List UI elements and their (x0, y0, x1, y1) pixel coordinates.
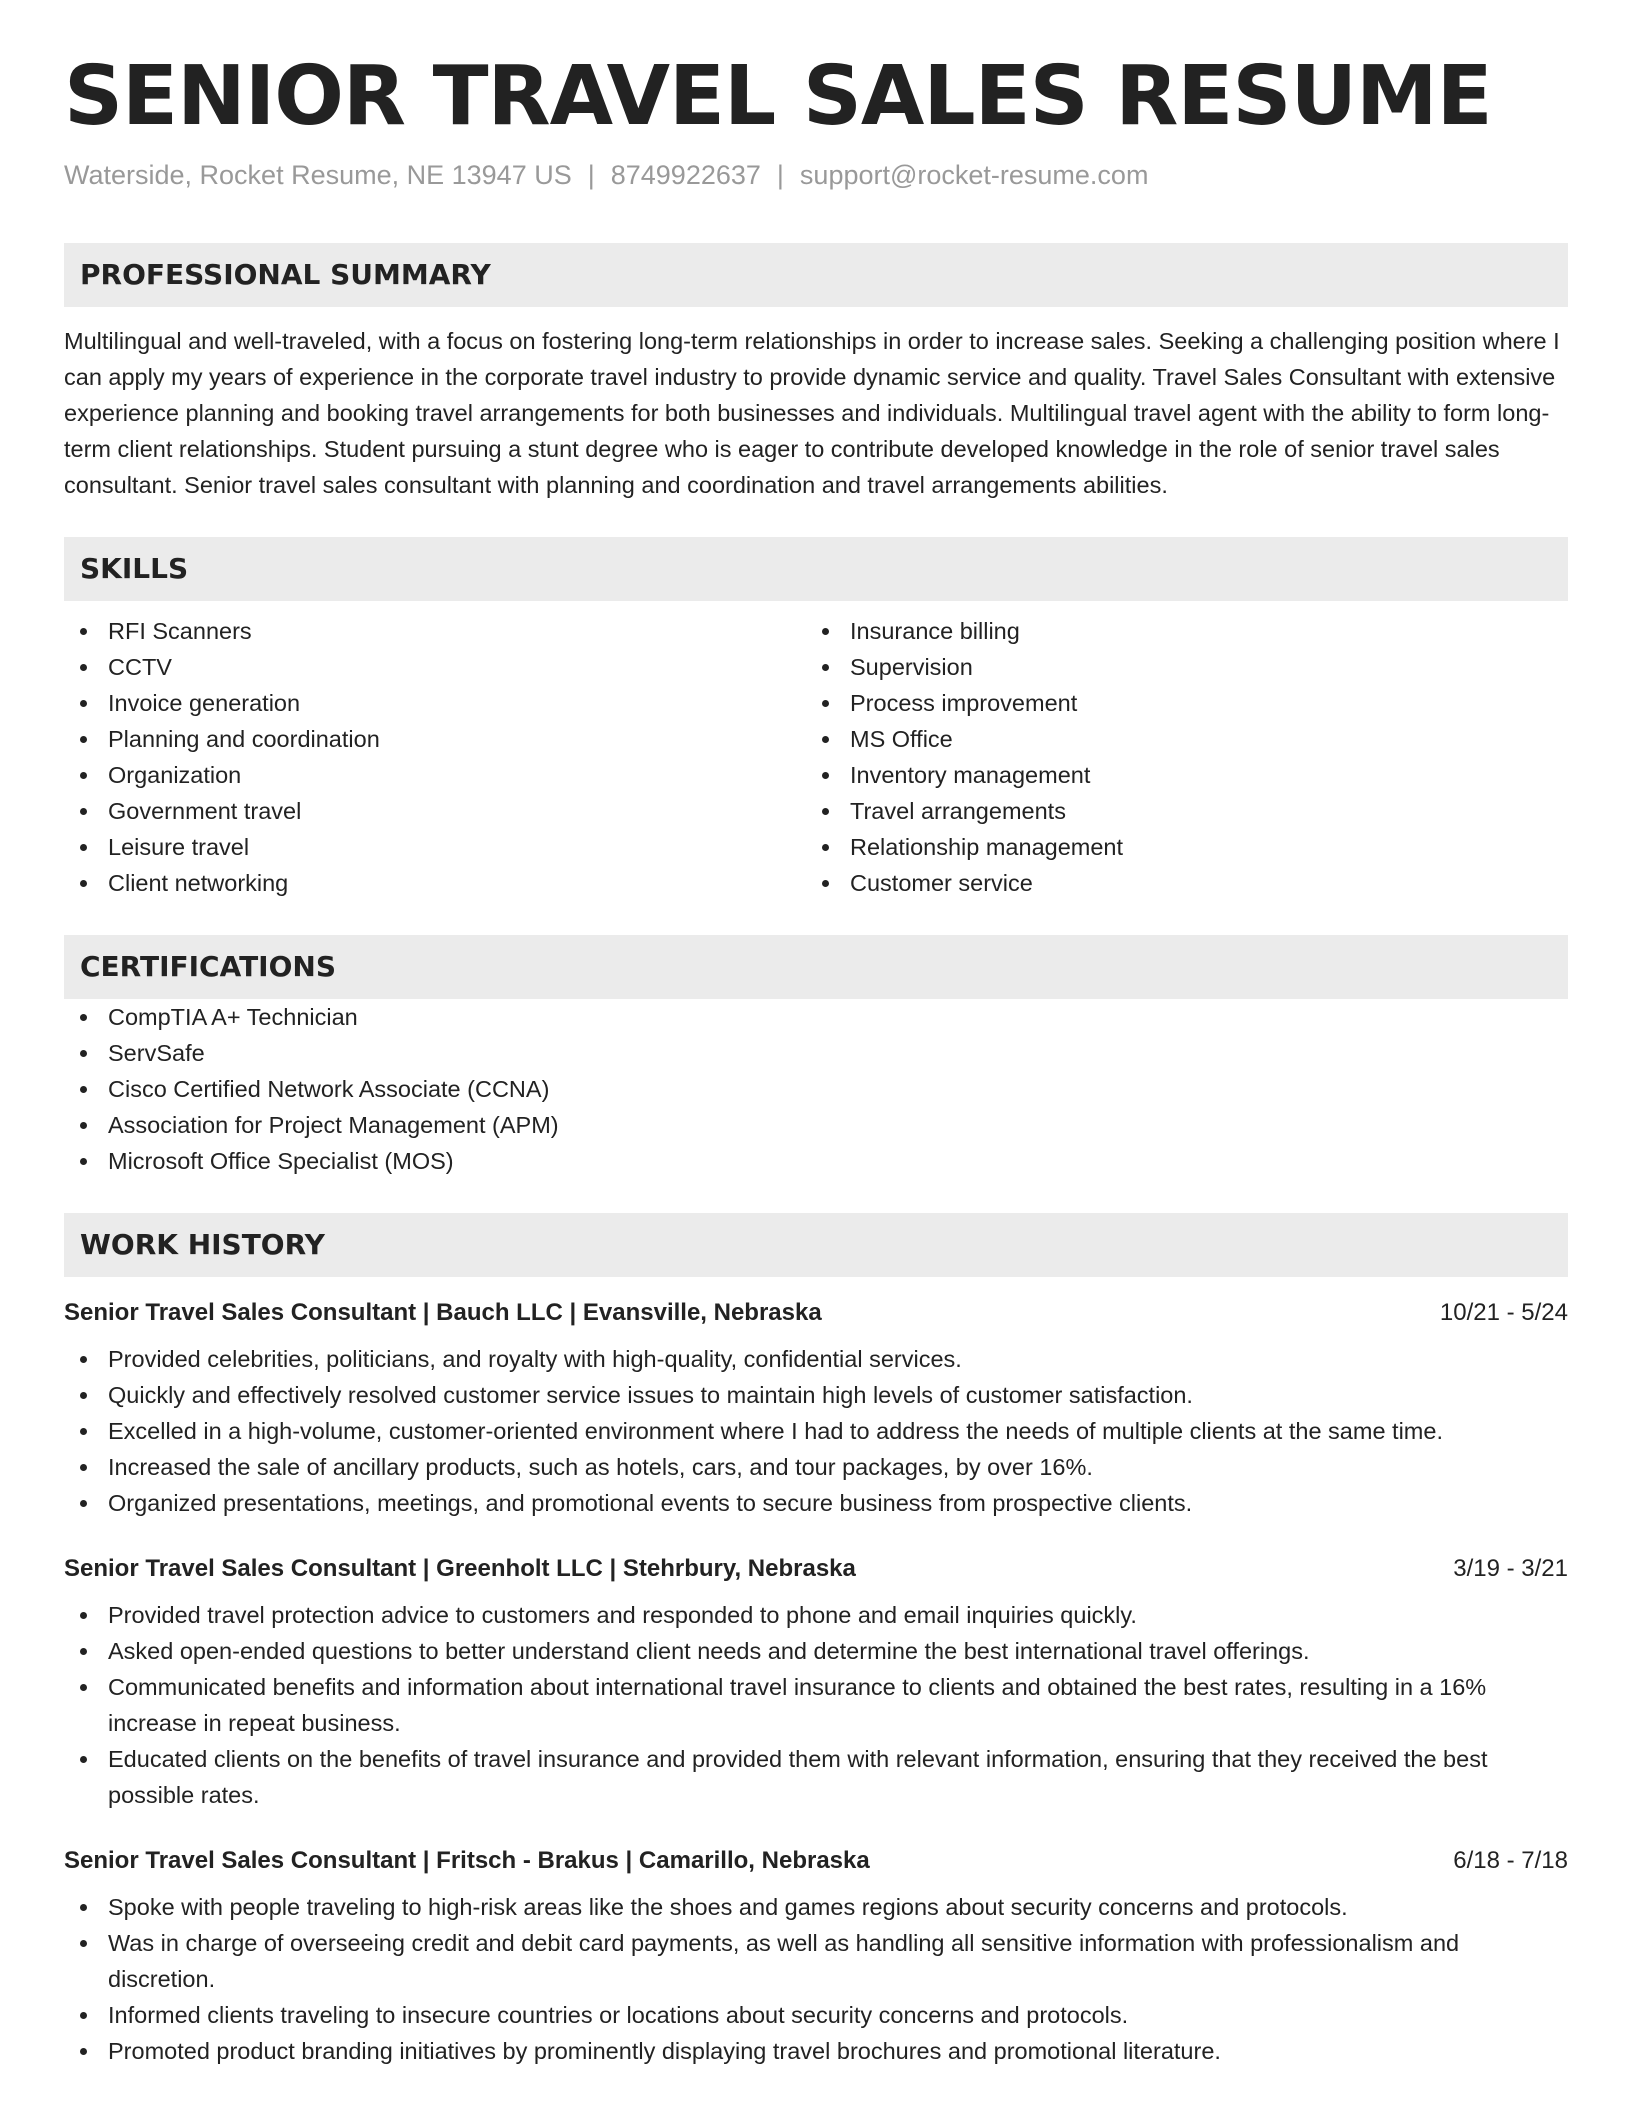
job-header (64, 1551, 1568, 1587)
skill-item: Client networking (64, 865, 806, 901)
job-title: Senior Travel Sales Consultant | Fritsch - Brakus | Camarillo, Nebraska (64, 1847, 870, 1875)
job-bullet: Increased the sale of ancillary products, such as hotels, cars, and tour packages, by over 16%. (64, 1449, 1568, 1485)
job-header (64, 1843, 1568, 1879)
skill-item: MS Office (806, 721, 1548, 757)
job-bullets (64, 1597, 1568, 1813)
job-entry (64, 1843, 1568, 2069)
skill-item: Organization (64, 757, 806, 793)
certification-item: ServSafe (64, 1035, 1568, 1071)
job-bullet: Provided travel protection advice to customers and responded to phone and email inquiries quickly. (64, 1597, 1568, 1633)
job-bullet: Was in charge of overseeing credit and debit card payments, as well as handling all sensitive information with professionalism and discretion. (64, 1925, 1568, 1997)
section-heading-skills: SKILLS (64, 537, 1568, 601)
skill-item: Supervision (806, 649, 1548, 685)
job-bullets (64, 1889, 1568, 2069)
contact-line (64, 160, 1568, 191)
skill-item: Government travel (64, 793, 806, 829)
certification-item: Cisco Certified Network Associate (CCNA) (64, 1071, 1568, 1107)
skill-item: Travel arrangements (806, 793, 1548, 829)
job-bullet: Communicated benefits and information about international travel insurance to clients and obtained the best rates, resulting in a 16% increase in repeat business. (64, 1669, 1568, 1741)
job-dates: 6/18 - 7/18 (1453, 1847, 1568, 1875)
skill-item: Inventory management (806, 757, 1548, 793)
skill-item: Planning and coordination (64, 721, 806, 757)
skills-grid (64, 613, 1568, 901)
job-title: Senior Travel Sales Consultant | Bauch LLC | Evansville, Nebraska (64, 1299, 822, 1327)
skill-item: CCTV (64, 649, 806, 685)
job-bullet: Promoted product branding initiatives by prominently displaying travel brochures and promotional literature. (64, 2033, 1568, 2069)
job-title: Senior Travel Sales Consultant | Greenholt LLC | Stehrbury, Nebraska (64, 1555, 856, 1583)
contact-separator: | (587, 160, 595, 191)
contact-phone: 8749922637 (610, 160, 761, 191)
certification-item: Association for Project Management (APM) (64, 1107, 1568, 1143)
contact-email: support@rocket-resume.com (799, 160, 1149, 191)
job-bullet: Spoke with people traveling to high-risk areas like the shoes and games regions about security concerns and protocols. (64, 1889, 1568, 1925)
skills-column-right (806, 613, 1548, 901)
job-header (64, 1295, 1568, 1331)
job-dates: 3/19 - 3/21 (1453, 1555, 1568, 1583)
skill-item: Insurance billing (806, 613, 1548, 649)
contact-separator: | (776, 160, 784, 191)
certifications-list (64, 999, 1568, 1179)
skill-item: Relationship management (806, 829, 1548, 865)
job-entry (64, 1295, 1568, 1521)
resume-page (64, 49, 1568, 2069)
skill-item: Process improvement (806, 685, 1548, 721)
job-bullet: Quickly and effectively resolved customer service issues to maintain high levels of customer satisfaction. (64, 1377, 1568, 1413)
contact-address: Waterside, Rocket Resume, NE 13947 US (64, 160, 572, 191)
skills-column-left (64, 613, 806, 901)
job-bullet: Excelled in a high-volume, customer-oriented environment where I had to address the needs of multiple clients at the same time. (64, 1413, 1568, 1449)
resume-title: SENIOR TRAVEL SALES RESUME (64, 49, 1492, 144)
job-bullets (64, 1341, 1568, 1521)
summary-paragraph: Multilingual and well-traveled, with a focus on fostering long-term relationships in order to increase sales. Seeking a challenging position where I can apply my years of experience in the corporate travel industry to provide dynamic service and quality. Travel Sales Consultant with extensive experience planning and booking travel arrangements for both businesses and individuals. Multilingual travel agent with the ability to form long-term client relationships. Student pursuing a stunt degree who is eager to contribute developed knowledge in the role of senior travel sales consultant. Senior travel sales consultant with planning and coordination and travel arrangements abilities. (64, 328, 1560, 499)
skill-item: Invoice generation (64, 685, 806, 721)
job-entry (64, 1551, 1568, 1813)
skill-item: Customer service (806, 865, 1548, 901)
skill-item: RFI Scanners (64, 613, 806, 649)
job-bullet: Provided celebrities, politicians, and royalty with high-quality, confidential services. (64, 1341, 1568, 1377)
section-heading-work-history: WORK HISTORY (64, 1213, 1568, 1277)
certification-item: CompTIA A+ Technician (64, 999, 1568, 1035)
section-heading-certifications: CERTIFICATIONS (64, 935, 1568, 999)
certification-item: Microsoft Office Specialist (MOS) (64, 1143, 1568, 1179)
job-bullet: Informed clients traveling to insecure countries or locations about security concerns and protocols. (64, 1997, 1568, 2033)
section-heading-summary: PROFESSIONAL SUMMARY (64, 243, 1568, 307)
skill-item: Leisure travel (64, 829, 806, 865)
job-dates: 10/21 - 5/24 (1439, 1299, 1568, 1327)
job-bullet: Organized presentations, meetings, and promotional events to secure business from prospective clients. (64, 1485, 1568, 1521)
job-bullet: Asked open-ended questions to better understand client needs and determine the best international travel offerings. (64, 1633, 1568, 1669)
job-bullet: Educated clients on the benefits of travel insurance and provided them with relevant information, ensuring that they received the best possible rates. (64, 1741, 1568, 1813)
